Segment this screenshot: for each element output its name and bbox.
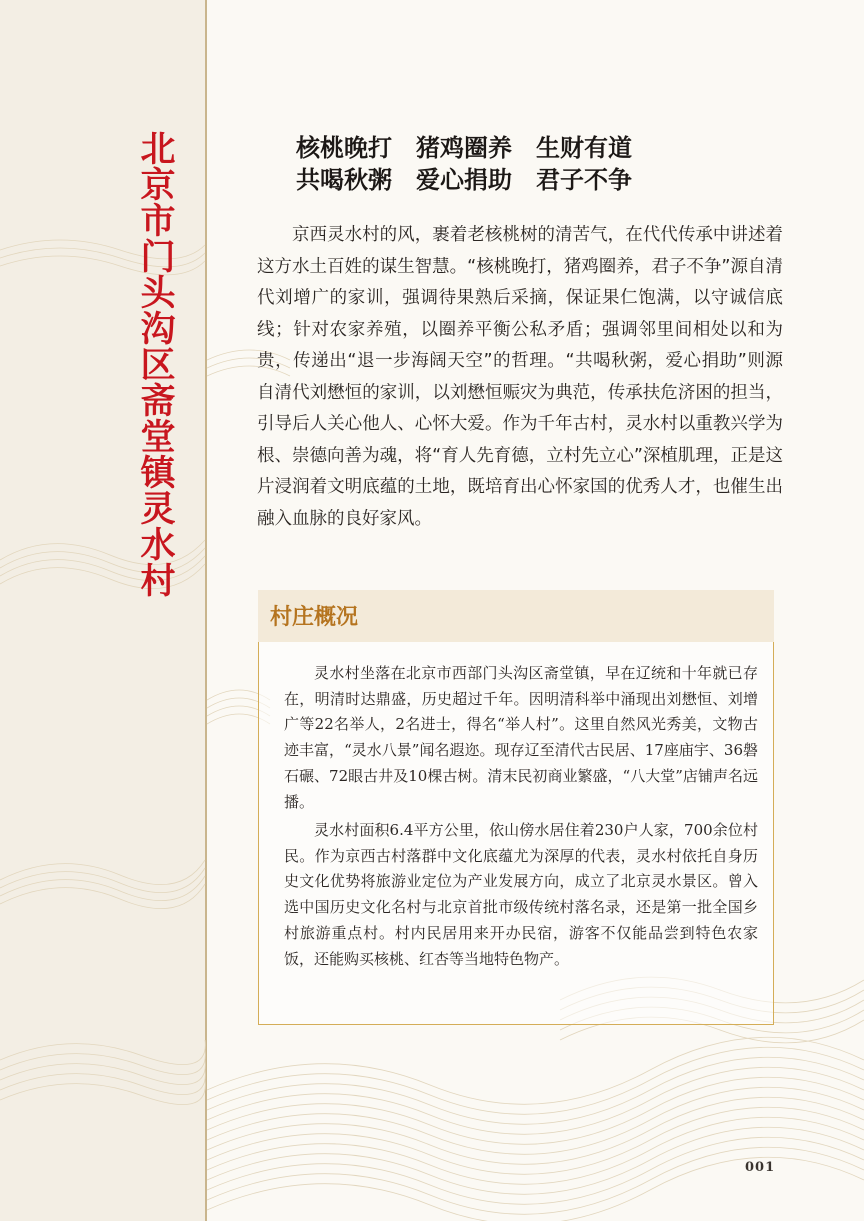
intro-paragraph: 京西灵水村的风，裹着老核桃树的清苦气，在代代传承中讲述着这方水土百姓的谋生智慧。“核桃晚打，猪鸡圈养，君子不争”源自清代刘增广的家训，强调待果熟后采摘，保证果仁饱满，以守诚信底线；针对农家养殖，以圈养平衡公私矛盾；强调邻里间相处以和为贵，传递出“退一步海阔天空”的哲理。“共喝秋粥，爱心捐助”则源自清代刘懋恒的家训，以刘懋恒赈灾为典范，传承扶危济困的担当，引导后人关心他人、心怀大爱。作为千年古村，灵水村以重教兴学为根、崇德向善为魂，将“育人先育德，立村先立心”深植肌理，正是这片浸润着文明底蕴的土地，既培育出心怀家国的优秀人才，也催生出融入血脉的良好家风。	[257, 225, 783, 529]
motto-phrase: 共喝秋粥	[296, 165, 392, 194]
motto-phrase: 核桃晚打	[296, 133, 392, 162]
motto-phrase: 猪鸡圈养	[416, 133, 512, 162]
motto-phrase: 爱心捐助	[416, 165, 512, 194]
overview-paragraph-2: 灵水村面积6.4平方公里，依山傍水居住着230户人家，700余位村民。作为京西古村落群中文化底蕴尤为深厚的代表，灵水村依托自身历史文化优势将旅游业定位为产业发展方向，成立了北京灵水景区。曾入选中国历史文化名村与北京首批市级传统村落名录，还是第一批全国乡村旅游重点村。村内民居用来开办民宿，游客不仅能品尝到特色农家饭，还能购买核桃、红杏等当地特色物产。	[284, 821, 758, 968]
page-number: 001	[745, 1160, 776, 1175]
motto-line-2	[296, 160, 696, 195]
motto-line-1	[296, 128, 696, 163]
overview-box	[258, 642, 774, 1025]
overview-title: 村庄概况	[270, 604, 359, 630]
overview-paragraph-1: 灵水村坐落在北京市西部门头沟区斋堂镇，早在辽统和十年就已存在，明清时达鼎盛，历史超过千年。因明清科举中涌现出刘懋恒、刘增广等22名举人，2名进士，得名“举人村”。这里自然风光秀美，文物古迹丰富，“灵水八景”闻名遐迩。现存辽至清代古民居、17座庙宇、36磐石碾、72眼古井及10棵古树。清末民初商业繁盛，“八大堂”店铺声名远播。	[284, 664, 758, 811]
motto-phrase: 君子不争	[536, 165, 632, 194]
village-vertical-title: 北京市门头沟区斋堂镇灵水村	[135, 130, 175, 598]
motto-phrase: 生财有道	[536, 133, 632, 162]
